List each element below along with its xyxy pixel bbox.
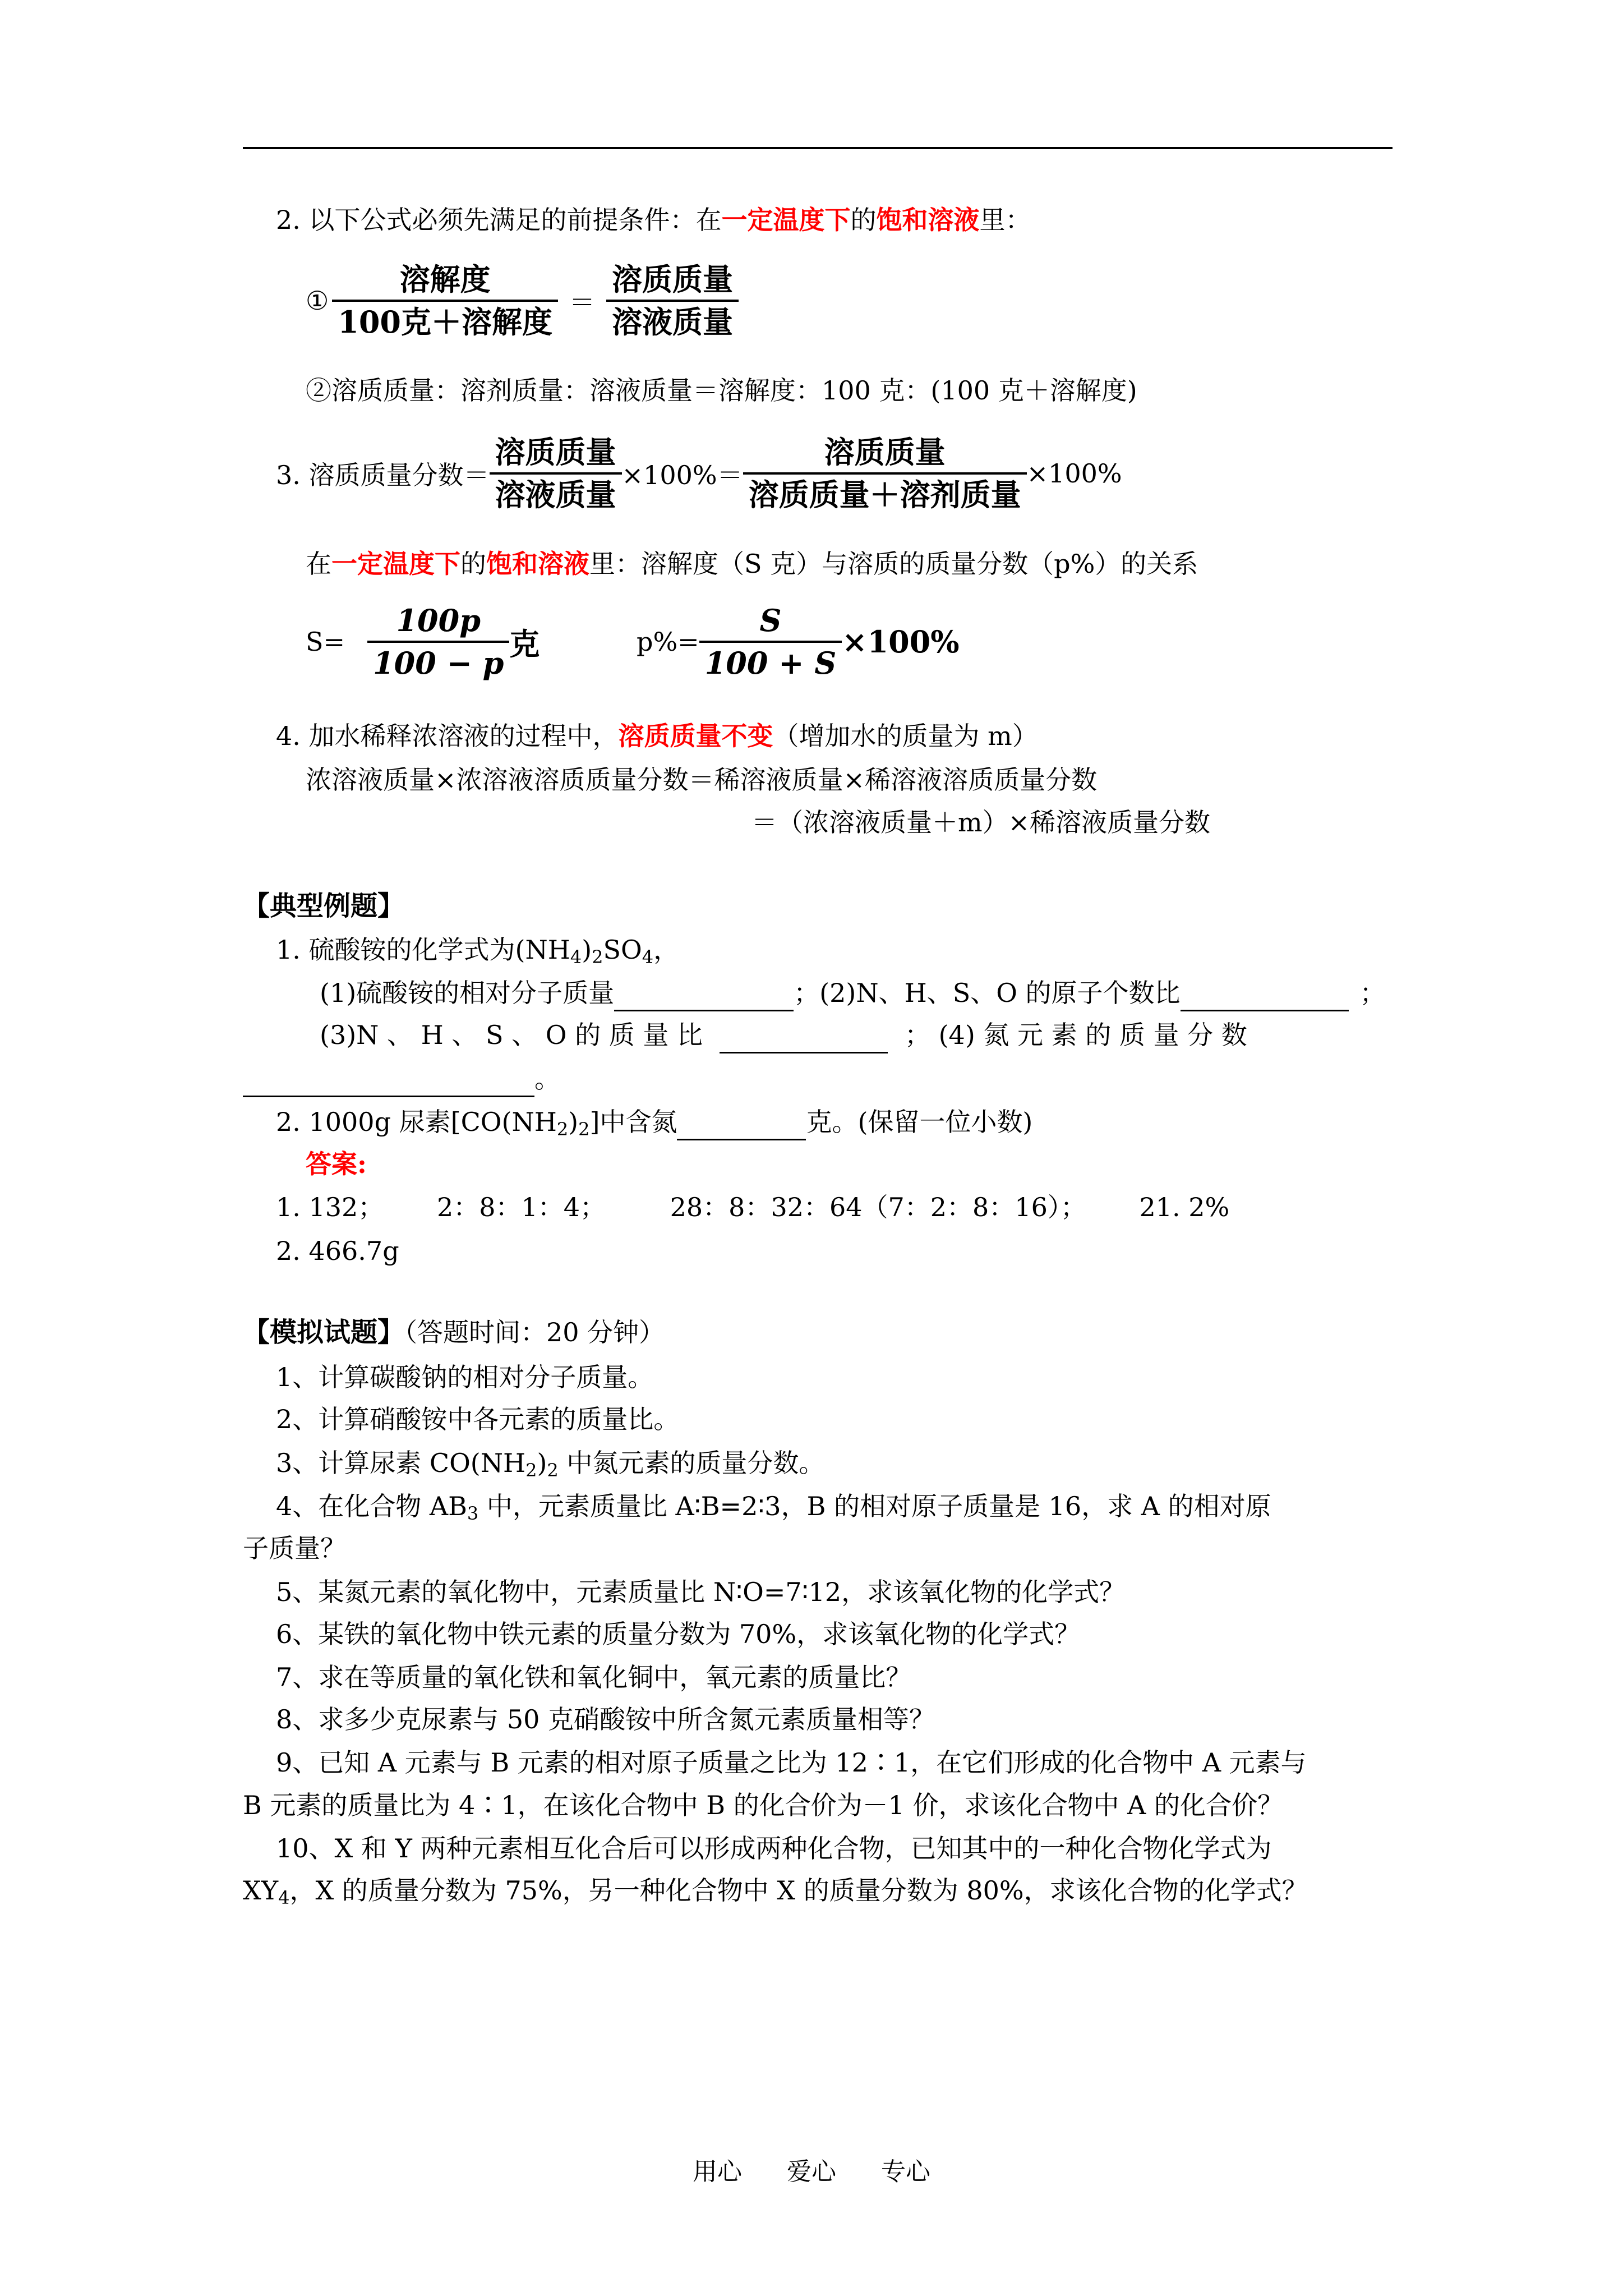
blank-line [1181,976,1349,1011]
frac-den: 100 − p [373,645,504,681]
q10-formula: XY [243,1875,279,1906]
q1-part-a: (1)硫酸铵的相对分子质量 [320,978,615,1008]
item4-post: （增加水的质量为 m） [773,721,1038,751]
item3-note [306,547,1198,581]
example-q1-part-d-blank [243,1062,560,1097]
q2-mid: ]中含氮 [589,1107,677,1137]
header-rule [243,147,1393,149]
frac-den: 100克＋溶解度 [338,304,552,340]
note-red-2: 饱和溶液 [486,549,589,579]
mock-q2: 2、计算硝酸铵中各元素的质量比。 [276,1404,680,1434]
example-q1 [276,933,679,967]
fraction-concentration [490,432,622,515]
mock-q8: 8、求多少克尿素与 50 克硝酸铵中所含氮元素质量相等？ [276,1704,935,1734]
q2-text: 2. 1000g 尿素[CO(NH [276,1107,557,1137]
item2-line [276,203,1031,237]
mock-q9-line2: B 元素的质量比为 4∶1，在该化合物中 B 的化合价为－1 价，求该化合物中 A 的化合价？ [243,1790,1283,1820]
page-footer [0,2151,1623,2187]
mock-q4-line2: 子质量？ [243,1533,346,1563]
item4-red: 溶质质量不变 [618,721,773,751]
mock-q5: 5、某氮元素的氧化物中，元素质量比 N∶O=7∶12，求该氧化物的化学式？ [276,1577,1126,1607]
subscript: 3 [467,1503,479,1524]
frac-den: 溶液质量 [611,304,733,340]
q3-post: 中氮元素的质量分数。 [558,1448,825,1478]
subscript: 4 [642,946,654,968]
s-label: S= [306,627,345,657]
mock-q6: 6、某铁的氧化物中铁元素的质量分数为 70%，求该氧化物的化学式？ [276,1619,1081,1649]
examples-heading: 【典型例题】 [243,890,405,922]
note-mid: 的 [460,549,486,579]
mock-time: （答题时间：20 分钟） [404,1317,665,1347]
mock-q3 [276,1446,824,1480]
sulfate: SO [603,935,642,965]
q1-part-b: ；(2)N、H、S、O 的原子个数比 [794,978,1181,1008]
subscript: 2 [547,1460,559,1481]
subscript: 4 [570,946,582,968]
subscript: 2 [556,1119,569,1140]
footer-item: 用心 [693,2157,742,2186]
formula-p [637,600,960,683]
p-label: p%= [637,627,699,657]
item4-line2: 浓溶液质量×浓溶液溶质质量分数＝稀溶液质量×稀溶液溶质质量分数 [306,765,1098,795]
subscript: 2 [592,946,603,968]
frac-den: 溶液质量 [495,477,616,513]
comma: ， [653,935,680,965]
subscript: 2 [525,1460,537,1481]
q4-post: 中，元素质量比 A∶B=2∶3，B 的相对原子质量是 16，求 A 的相对原 [478,1491,1271,1521]
fraction-s [367,600,509,683]
period: 。 [534,1064,560,1094]
item4-line [276,719,1038,753]
example-q1-parts-cd [320,1018,1247,1053]
note-post: 里：溶解度（S 克）与溶质的质量分数（p%）的关系 [589,549,1198,579]
fraction-mass-ratio [606,259,739,342]
footer-item: 专心 [881,2157,930,2186]
formula-2: ②溶质质量：溶剂质量：溶液质量＝溶解度：100 克：(100 克＋溶解度) [306,375,1137,406]
note-red-1: 一定温度下 [331,549,460,579]
answer-1-b: 2：8：1：4； [436,1192,606,1222]
item4-pre: 4. 加水稀释浓溶液的过程中， [276,721,619,751]
frac-num: 溶质质量 [824,434,946,470]
formula-1 [306,259,739,342]
mock-q9: 9、已知 A 元素与 B 元素的相对原子质量之比为 12∶1，在它们形成的化合物中 A 元素与 [276,1747,1307,1778]
item2-mid: 的 [850,205,877,235]
note-pre: 在 [306,549,331,579]
mock-q10: 10、X 和 Y 两种元素相互化合后可以形成两种化合物，已知其中的一种化合物化学式为 [276,1833,1272,1864]
item2-red-2: 饱和溶液 [876,205,980,235]
fraction-p [699,600,842,683]
paren: ) [568,1107,579,1137]
fraction-solubility [332,259,558,342]
formula-3 [276,432,1122,515]
paren: ) [537,1448,547,1478]
mock-heading-line [243,1315,665,1349]
formula-s [306,600,540,683]
q3-text: 3、计算尿素 CO(NH [276,1448,526,1478]
mock-q4 [276,1489,1271,1523]
mock-q10-line2 [243,1874,1308,1907]
s-unit: 克 [509,625,540,662]
subscript: 2 [578,1119,590,1140]
mock-q1: 1、计算碳酸钠的相对分子质量。 [276,1362,654,1392]
answer-1-a: 1. 132； [276,1192,384,1222]
example-q1-parts-ab [320,976,1386,1011]
item2-post: 里： [979,205,1031,235]
paren: ) [582,935,592,965]
mock-heading: 【模拟试题】 [243,1317,405,1348]
answer-label: 答案: [306,1149,367,1179]
q10-post: ，X 的质量分数为 75%，另一种化合物中 X 的质量分数为 80%，求该化合物的化学式？ [289,1875,1308,1906]
mock-q7: 7、求在等质量的氧化铁和氧化铜中，氧元素的质量比？ [276,1662,912,1692]
example-q2 [276,1105,1032,1140]
frac-den: 100 + S [704,645,837,681]
subscript: 4 [278,1887,290,1908]
p-tail: ×100% [842,624,960,660]
answer-1 [276,1190,1229,1224]
frac-num: 溶解度 [399,261,491,297]
frac-num: 溶质质量 [611,261,733,297]
q4-text: 4、在化合物 AB [276,1491,467,1521]
frac-num: 溶质质量 [495,434,616,470]
circle-one: ① [306,286,329,316]
blank-line [243,1062,534,1097]
frac-num: S [759,602,782,638]
blank-line [720,1018,888,1053]
frac-den: 溶质质量＋溶剂质量 [748,477,1021,513]
semicolon: ； [1359,978,1386,1008]
q2-end: 克。(保留一位小数) [806,1107,1033,1137]
q1-part-d: ； (4) 氮 元 素 的 质 量 分 数 [904,1020,1247,1050]
q1-part-c: (3)N 、 H 、 S 、 O 的 质 量 比 [320,1020,703,1050]
equals-sign: ＝ [569,287,595,318]
item2-red-1: 一定温度下 [721,205,851,235]
times-hundred-1: ×100%＝ [621,460,743,490]
fraction-concentration-2 [743,432,1027,515]
answer-2: 2. 466.7g [276,1236,399,1266]
q1-text: 1. 硫酸铵的化学式为(NH [276,935,570,965]
item2-text: 2. 以下公式必须先满足的前提条件：在 [276,205,722,235]
answer-1-d: 21. 2% [1139,1192,1230,1222]
times-hundred-2: ×100% [1026,458,1122,489]
answer-1-c: 28：8：32：64（7：2：8：16）； [670,1192,1086,1222]
blank-line [677,1105,806,1140]
blank-line [614,976,794,1011]
item3-label: 3. 溶质质量分数＝ [276,460,490,490]
item4-line3: ＝（浓溶液质量＋m）×稀溶液质量分数 [751,807,1211,838]
frac-num: 100p [396,602,481,638]
footer-item: 爱心 [787,2157,836,2186]
